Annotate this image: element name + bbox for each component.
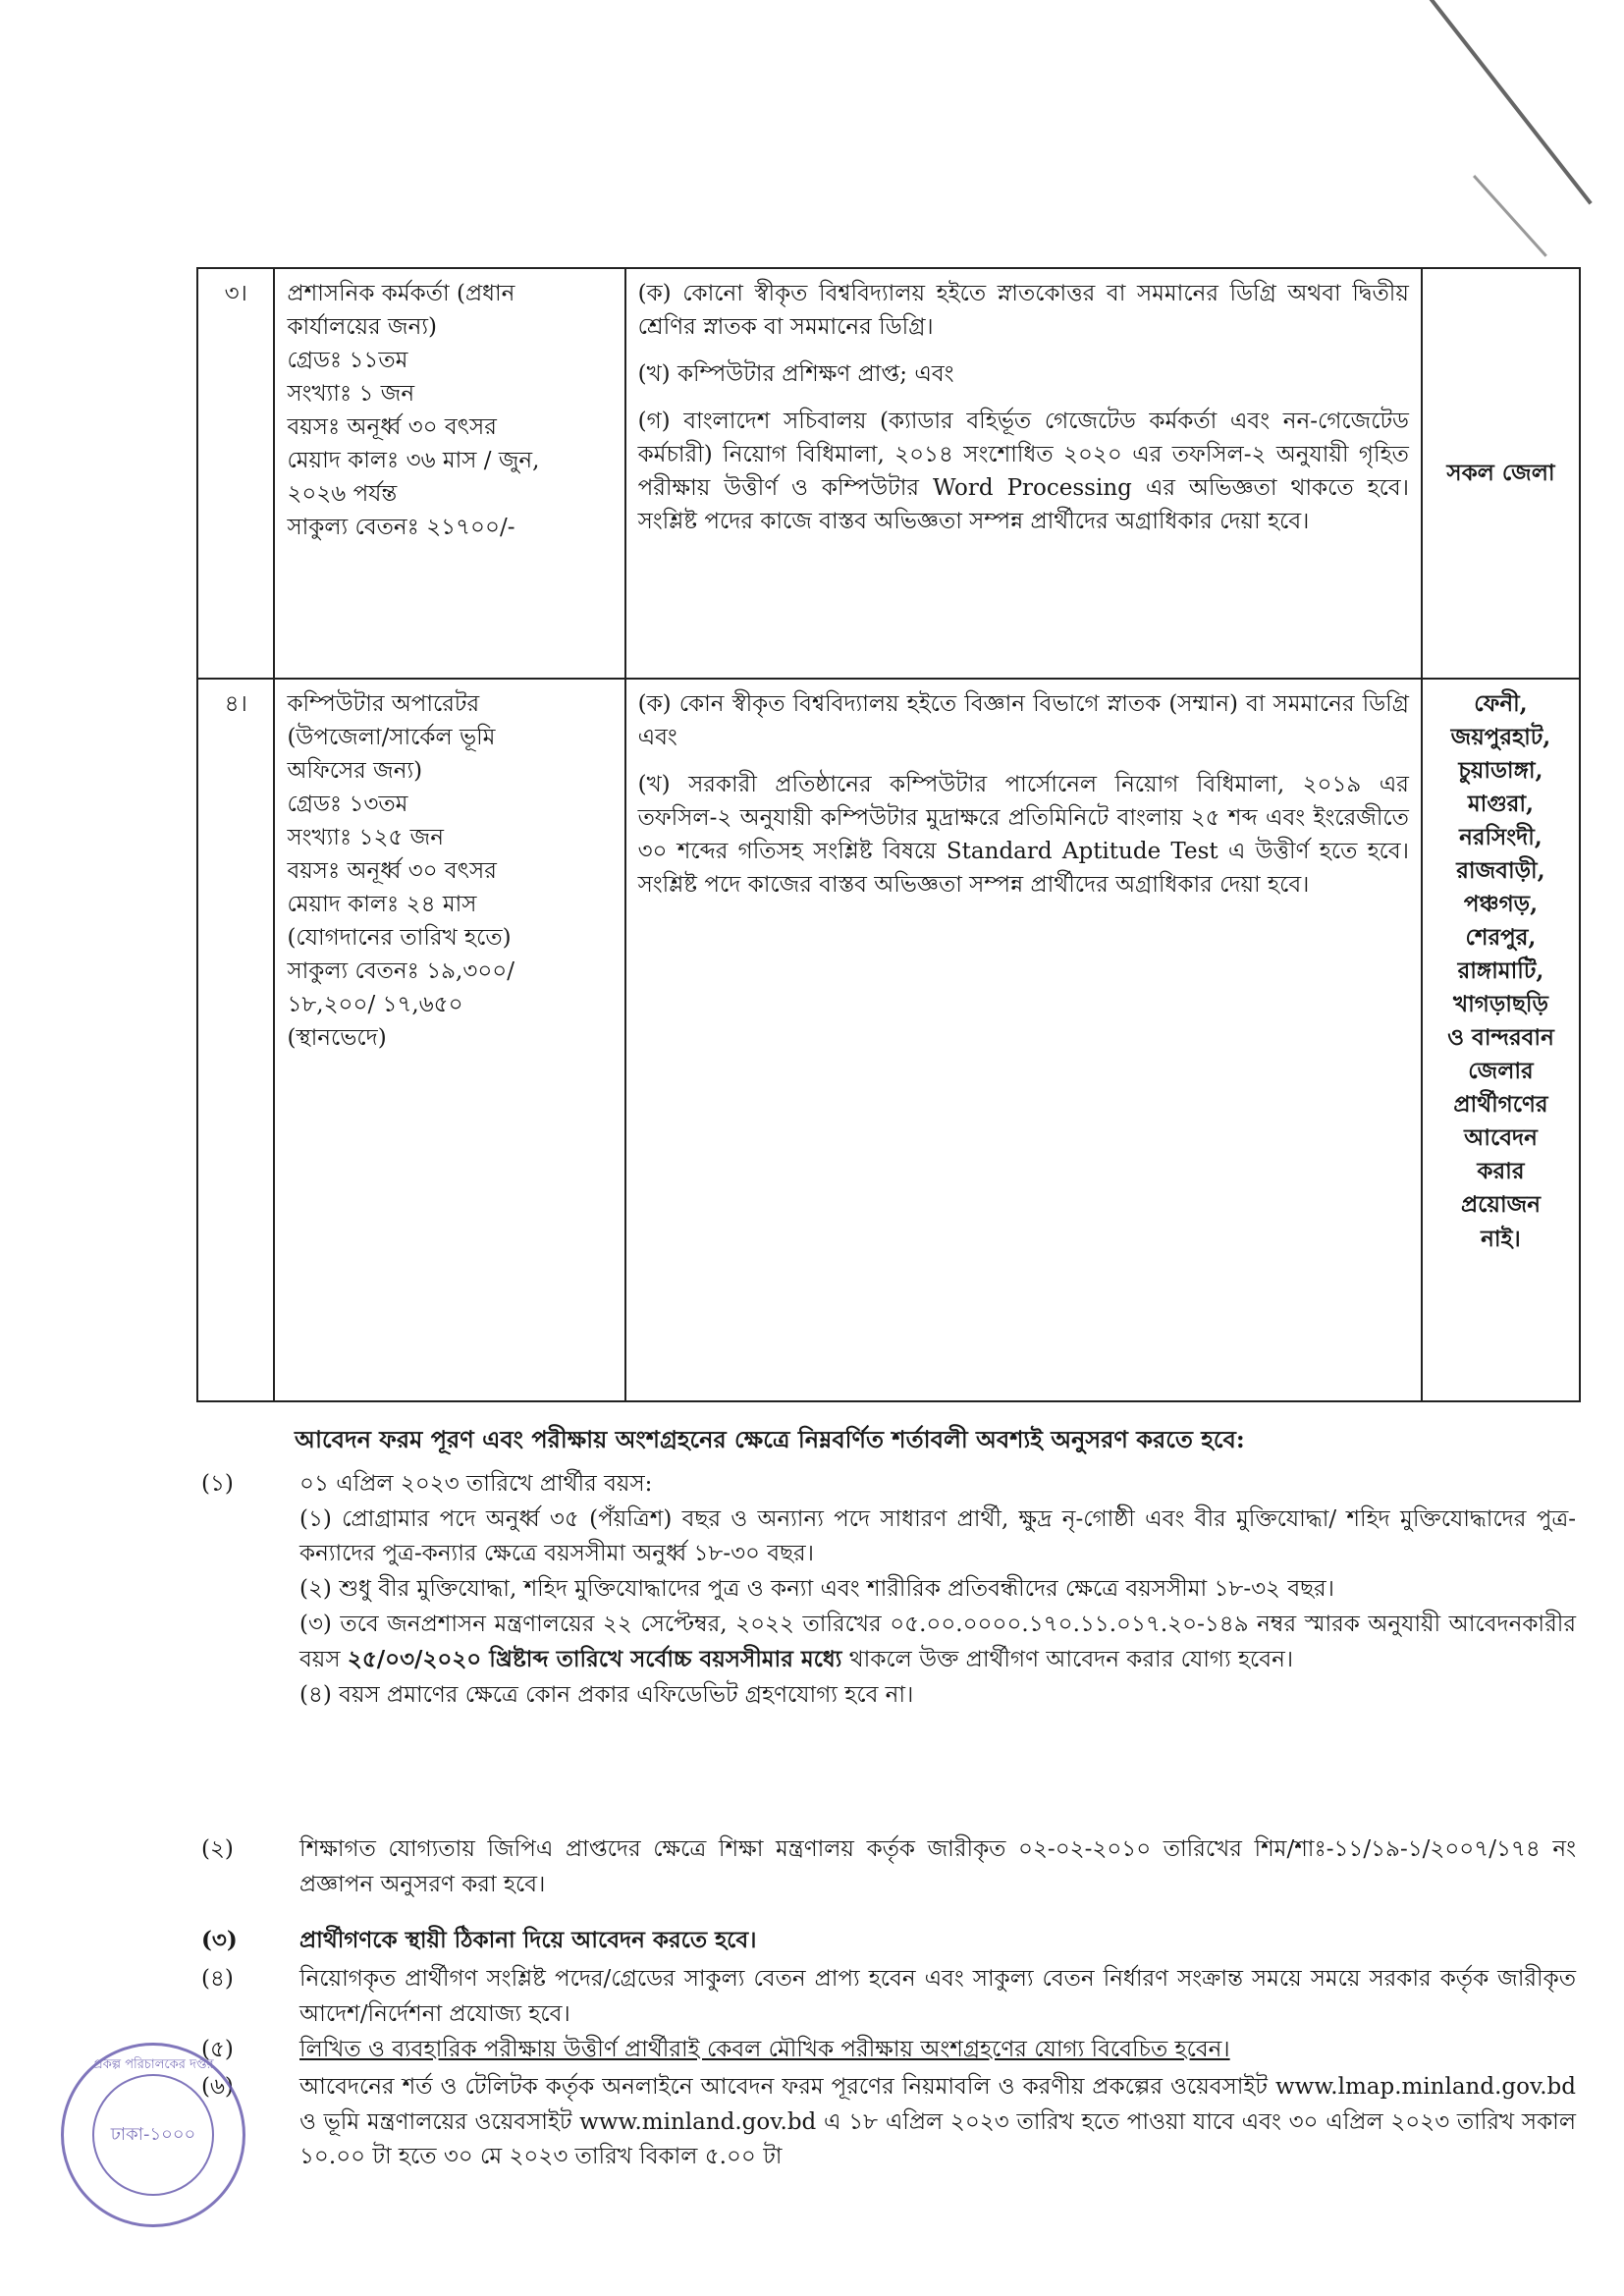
qualifications bbox=[625, 268, 1422, 679]
district-line: প্রয়োজন bbox=[1461, 1191, 1541, 1219]
district-line: প্রার্থীগণের bbox=[1453, 1091, 1548, 1119]
district-line: চুয়াডাঙ্গা, bbox=[1458, 757, 1543, 785]
condition-number: (২) bbox=[201, 1836, 234, 1862]
post-line: অফিসের জন্য) bbox=[287, 758, 423, 785]
qualifications bbox=[625, 679, 1422, 1401]
condition-5 bbox=[201, 2033, 1576, 2068]
condition-text: থাকলে উক্ত প্রার্থীগণ আবেদন করার যোগ্য হবেন। bbox=[848, 1647, 1294, 1673]
condition-1 bbox=[201, 1467, 1576, 1713]
post-line: (উপজেলা/সার্কেল ভূমি bbox=[287, 725, 496, 751]
district-cell bbox=[1422, 268, 1580, 679]
district-line: পঞ্চগড়, bbox=[1463, 891, 1539, 918]
serial-number: ৪। bbox=[197, 679, 274, 1401]
district-line: জয়পুরহাট, bbox=[1450, 724, 1551, 751]
qualification-item: (খ) কম্পিউটার প্রশিক্ষণ প্রাপ্ত; এবং bbox=[637, 361, 954, 388]
post-line: (স্থানভেদে) bbox=[287, 1025, 387, 1052]
qualification-item: (গ) বাংলাদেশ সচিবালয় (ক্যাডার বহির্ভূত গেজেটেড কর্মকর্তা এবং নন-গেজেটেড কর্মচারী) নিয়োগ বিধিমালা, ২০১৪ সংশোধিত ২০২০ এর তফসিল-২ অনুযায়ী গৃহিত পরীক্ষায় উত্তীর্ণ ও কম্পিউটার Word Processing এর অভিজ্ঞতা থাকতে হবে। সংশ্লিষ্ট পদের কাজে বাস্তব অভিজ্ঞতা সম্পন্ন প্রার্থীদের অগ্রাধিকার দেয়া হবে। bbox=[637, 409, 1409, 535]
district-line: নাই। bbox=[1481, 1225, 1521, 1252]
post-line: সাকুল্য বেতনঃ ১৯,৩০০/ bbox=[287, 958, 514, 985]
serial-number: ৩। bbox=[197, 268, 274, 679]
condition-sub-item: (৪) বয়স প্রমাণের ক্ষেত্রে কোন প্রকার এফিডেভিট গ্রহণযোগ্য হবে না। bbox=[299, 1681, 914, 1708]
post-line: গ্রেডঃ ১৩তম bbox=[287, 792, 408, 818]
condition-3 bbox=[201, 1923, 1576, 1958]
qualification-item: (ক) কোনো স্বীকৃত বিশ্ববিদ্যালয় হইতে স্নাতকোত্তর বা সমমানের ডিগ্রি অথবা দ্বিতীয় শ্রেণির স্নাতক বা সমমানের ডিগ্রি। bbox=[637, 281, 1409, 341]
district-line: করার bbox=[1477, 1158, 1525, 1185]
post-line: (যোগদানের তারিখ হতে) bbox=[287, 925, 512, 952]
post-line: মেয়াদ কালঃ ২৪ মাস bbox=[287, 892, 477, 918]
district-line: শেরপুর, bbox=[1465, 924, 1537, 952]
condition-text: নিয়োগকৃত প্রার্থীগণ সংশ্লিষ্ট পদের/গ্রেডের সাকুল্য বেতন প্রাপ্য হবেন এবং সাকুল্য বেতন নির্ধারণ সংক্রান্ত সময়ে সময়ে সরকার কর্তৃক জারীকৃত আদেশ/নির্দেশনা প্রযোজ্য হবে। bbox=[299, 1966, 1576, 2027]
district-line: খাগড়াছড়ি bbox=[1453, 991, 1548, 1018]
condition-text: আবেদনের শর্ত ও টেলিটক কর্তৃক অনলাইনে আবেদন ফরম পূরণের নিয়মাবলি ও করণীয় প্রকল্পের ওয়েবসাইট www.lmap.minland.gov.bd ও ভূমি মন্ত্রণালয়ের ওয়েবসাইট www.minland.gov.bd এ ১৮ এপ্রিল ২০২৩ তারিখ হতে পাওয়া যাবে এবং ৩০ এপ্রিল ২০২৩ তারিখ সকাল ১০.০০ টা হতে ৩০ মে ২০২৩ তারিখ বিকাল ৫.০০ টা bbox=[299, 2074, 1576, 2170]
condition-number: (৪) bbox=[201, 1966, 234, 1992]
condition-sub-item: (২) শুধু বীর মুক্তিযোদ্ধা, শহিদ মুক্তিযোদ্ধাদের পুত্র ও কন্যা এবং শারীরিক প্রতিবন্ধীদের ক্ষেত্রে বয়সসীমা ১৮-৩২ বছর। bbox=[299, 1575, 1334, 1602]
district-line: নরসিংদী, bbox=[1459, 824, 1543, 851]
post-line: প্রশাসনিক কর্মকর্তা (প্রধান bbox=[287, 281, 515, 306]
condition-text: (৩) তবে জনপ্রশাসন মন্ত্রণালয়ের ২২ সেপ্টেম্বর, ২০২২ তারিখের ০৫.০০.০০০০.১৭০.১১.০১৭.২০-১৪৯ নম্বর স্মারক অনুযায়ী আবেদনকারীর বয়স bbox=[299, 1611, 1576, 1673]
condition-2 bbox=[201, 1832, 1576, 1902]
page-fold-mark bbox=[1414, 0, 1593, 205]
post-line: কার্যালয়ের জন্য) bbox=[287, 314, 437, 341]
posts-table bbox=[196, 267, 1581, 1402]
table-row bbox=[197, 268, 1580, 679]
condition-number: (১) bbox=[201, 1471, 234, 1497]
condition-4 bbox=[201, 1962, 1576, 2032]
district-line: রাজবাড়ী, bbox=[1456, 857, 1545, 885]
post-line: কম্পিউটার অপারেটর bbox=[287, 691, 480, 717]
district-line: ও বান্দরবান bbox=[1447, 1024, 1554, 1052]
post-line: ২০২৬ পর্যন্ত bbox=[287, 481, 398, 508]
post-line: সংখ্যাঃ ১ জন bbox=[287, 381, 415, 408]
district-line: জেলার bbox=[1468, 1058, 1534, 1085]
post-details bbox=[274, 679, 624, 1401]
seal-center: ঢাকা-১০০০ bbox=[92, 2074, 214, 2196]
post-line: মেয়াদ কালঃ ৩৬ মাস / জুন, bbox=[287, 448, 540, 474]
district-line: ফেনী, bbox=[1474, 690, 1528, 717]
table-row bbox=[197, 679, 1580, 1401]
condition-sub-item bbox=[299, 1608, 1576, 1678]
district-line: রাঙ্গামাটি, bbox=[1457, 957, 1544, 985]
seal-ring-text: প্রকল্প পরিচালকের দপ্তর bbox=[93, 2057, 214, 2072]
condition-number: (৬) bbox=[201, 2074, 234, 2100]
post-line: সংখ্যাঃ ১২৫ জন bbox=[287, 825, 444, 851]
condition-number: (৩) bbox=[201, 1927, 238, 1953]
condition-6 bbox=[201, 2070, 1576, 2175]
district-cell bbox=[1422, 679, 1580, 1401]
post-line: বয়সঃ অনূর্ধ্ব ৩০ বৎসর bbox=[287, 414, 497, 441]
condition-text: শিক্ষাগত যোগ্যতায় জিপিএ প্রাপ্তদের ক্ষেত্রে শিক্ষা মন্ত্রণালয় কর্তৃক জারীকৃত ০২-০২-২০১০ তারিখের শিম/শাঃ-১১/১৯-১/২০০৭/১৭৪ নং প্রজ্ঞাপন অনুসরণ করা হবে। bbox=[299, 1836, 1576, 1897]
office-seal bbox=[61, 2043, 245, 2227]
condition-text: প্রার্থীগণকে স্থায়ী ঠিকানা দিয়ে আবেদন করতে হবে। bbox=[299, 1927, 757, 1953]
page-fold-mark-2 bbox=[1473, 175, 1547, 257]
post-line: ১৮,২০০/ ১৭,৬৫০ bbox=[287, 992, 463, 1018]
district-line: আবেদন bbox=[1464, 1124, 1538, 1152]
post-line: গ্রেডঃ ১১তম bbox=[287, 348, 408, 374]
condition-text: লিখিত ও ব্যবহারিক পরীক্ষায় উত্তীর্ণ প্রার্থীরাই কেবল মৌখিক পরীক্ষায় অংশগ্রহণের যোগ্য বিবেচিত হবেন। bbox=[299, 2037, 1230, 2062]
district-line: মাগুরা, bbox=[1467, 791, 1535, 818]
qualification-item: (খ) সরকারী প্রতিষ্ঠানের কম্পিউটার পার্সোনেল নিয়োগ বিধিমালা, ২০১৯ এর তফসিল-২ অনুযায়ী কম্পিউটার মুদ্রাক্ষরে প্রতিমিনিটে বাংলায় ২৫ শব্দ এবং ইংরেজীতে ৩০ শব্দের গতিসহ সংশ্লিষ্ট বিষয়ে Standard Aptitude Test এ উত্তীর্ণ হতে হবে। সংশ্লিষ্ট পদে কাজের বাস্তব অভিজ্ঞতা সম্পন্ন প্রার্থীদের অগ্রাধিকার দেয়া হবে। bbox=[637, 772, 1409, 899]
condition-intro: ০১ এপ্রিল ২০২৩ তারিখে প্রার্থীর বয়স: bbox=[299, 1471, 653, 1497]
post-line: বয়সঃ অনূর্ধ্ব ৩০ বৎসর bbox=[287, 858, 497, 885]
district-line: সকল জেলা bbox=[1446, 459, 1555, 486]
condition-sub-item: (১) প্রোগ্রামার পদে অনুর্ধ্ব ৩৫ (পঁয়ত্রিশ) বছর ও অন্যান্য পদে সাধারণ প্রার্থী, ক্ষুদ্র নৃ-গোষ্ঠী এবং বীর মুক্তিযোদ্ধা/ শহিদ মুক্তিযোদ্ধাদের পুত্র-কন্যাদের পুত্র-কন্যার ক্ষেত্রে বয়সসীমা অনুর্ধ্ব ১৮-৩০ বছর। bbox=[299, 1505, 1576, 1567]
condition-number: (৫) bbox=[201, 2037, 234, 2062]
condition-highlight: ২৫/০৩/২০২০ খ্রিষ্টাব্দ তারিখে সর্বোচ্চ বয়সসীমার মধ্যে bbox=[347, 1646, 842, 1673]
post-details bbox=[274, 268, 624, 679]
qualification-item: (ক) কোন স্বীকৃত বিশ্ববিদ্যালয় হইতে বিজ্ঞান বিভাগে স্নাতক (সম্মান) বা সমমানের ডিগ্রি এবং bbox=[637, 691, 1409, 751]
post-line: সাকুল্য বেতনঃ ২১৭০০/- bbox=[287, 515, 515, 541]
conditions-title: আবেদন ফরম পূরণ এবং পরীক্ষায় অংশগ্রহনের ক্ষেত্রে নিম্নবর্ণিত শর্তাবলী অবশ্যই অনুসরণ করতে হবে: bbox=[295, 1425, 1245, 1453]
